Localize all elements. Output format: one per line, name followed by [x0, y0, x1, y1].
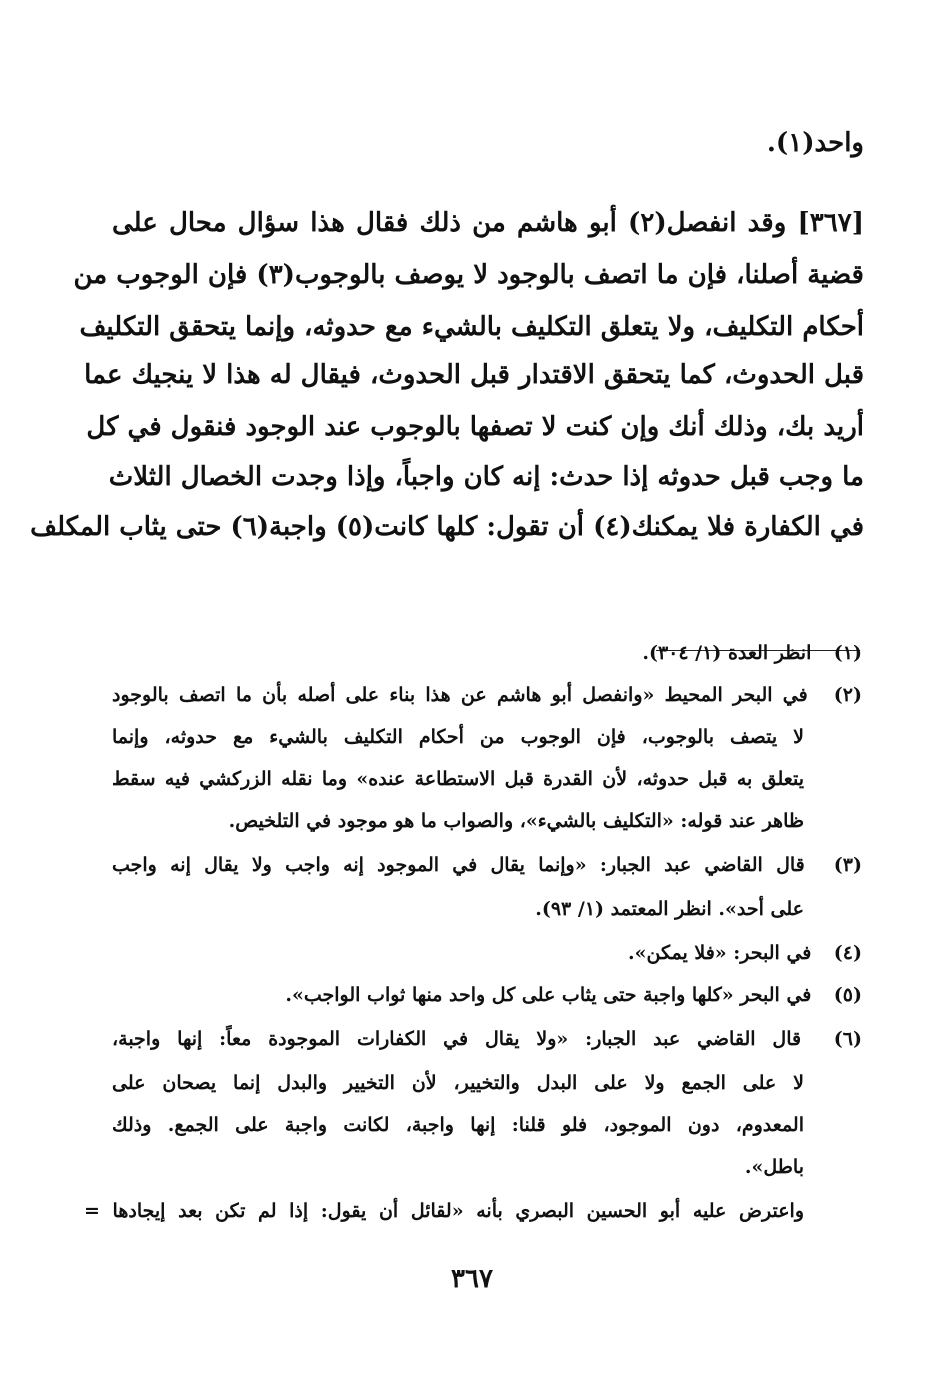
body-line-3: قضية أصلنا، فإن ما اتصف بالوجود لا يوصف بالوجوب(٣) فإن الوجوب من — [73, 260, 864, 290]
footnote-3-line-2: على أحد». انظر المعتمد (١/ ٩٣). — [535, 898, 804, 920]
footnote-text: في البحر المحيط «وانفصل أبو هاشم عن هذا بناء على أصله بأن ما اتصف بالوجود — [112, 684, 808, 706]
footnote-continuation: واعترض عليه أبو الحسين البصري بأنه «لقائل أن يقول: إذا لم تكن بعد إيجادها = — [84, 1200, 804, 1222]
footnote-number: (١) — [833, 642, 862, 664]
page-number: ٣٦٧ — [451, 1264, 493, 1294]
body-line-1: واحد(١). — [766, 128, 864, 158]
footnote-number: (٤) — [833, 942, 862, 964]
footnote-2-line-4: ظاهر عند قوله: «التكليف بالشيء»، والصواب ما هو موجود في التلخيص. — [228, 810, 804, 832]
body-line-8: في الكفارة فلا يمكنك(٤) أن تقول: كلها كانت(٥) واجبة(٦) حتى يثاب المكلف — [30, 512, 864, 542]
footnote-1 — [112, 642, 862, 664]
footnote-number: (٢) — [833, 684, 863, 706]
footnote-2-line-3: يتعلق به قبل حدوثه، لأن القدرة قبل الاستطاعة عنده» وما نقله الزركشي فيه سقط — [112, 768, 804, 790]
footnote-text: انظر العدة (١/ ٣٠٤). — [642, 642, 812, 664]
footnote-number: (٥) — [833, 984, 862, 1006]
body-line-5: قبل الحدوث، كما يتحقق الاقتدار قبل الحدوث، فيقال له هذا لا ينجيك عما — [84, 360, 864, 390]
footnote-number: (٦) — [833, 1028, 862, 1050]
footnote-6-line-2: لا على الجمع ولا على البدل والتخيير، لأن التخيير والبدل إنما يصحان على — [112, 1072, 804, 1094]
body-line-2: [٣٦٧] وقد انفصل(٢) أبو هاشم من ذلك فقال هذا سؤال محال على — [112, 208, 864, 238]
footnote-6-line-4: باطل». — [744, 1156, 804, 1178]
footnote-3 — [112, 854, 862, 876]
footnote-number: (٣) — [833, 854, 862, 876]
footnote-text: قال القاضي عبد الجبار: «ولا يقال في الكفارات الموجودة معاً: إنها واجبة، — [112, 1028, 802, 1050]
footnote-6 — [112, 1028, 862, 1050]
footnote-4 — [112, 942, 862, 964]
footnote-2-line-2: لا يتصف بالوجوب، فإن الوجوب من أحكام التكليف بالشيء مع حدوثه، وإنما — [112, 726, 804, 748]
body-line-7: ما وجب قبل حدوثه إذا حدث: إنه كان واجباً، وإذا وجدت الخصال الثلاث — [108, 462, 864, 492]
footnote-2 — [112, 684, 862, 706]
body-line-4: أحكام التكليف، ولا يتعلق التكليف بالشيء مع حدوثه، وإنما يتحقق التكليف — [79, 312, 864, 342]
body-line-6: أريد بك، وذلك أنك وإن كنت لا تصفها بالوجوب عند الوجود فنقول في كل — [86, 412, 864, 442]
footnote-6-line-3: المعدوم، دون الموجود، فلو قلنا: إنها واجبة، لكانت واجبة على الجمع. وذلك — [112, 1114, 804, 1136]
footnote-text: قال القاضي عبد الجبار: «وإنما يقال في الموجود إنه واجب ولا يقال إنه واجب — [112, 854, 805, 876]
footnote-text: في البحر «كلها واجبة حتى يثاب على كل واحد منها ثواب الواجب». — [285, 984, 812, 1006]
footnote-5 — [112, 984, 862, 1006]
footnote-text: في البحر: «فلا يمكن». — [628, 942, 812, 964]
